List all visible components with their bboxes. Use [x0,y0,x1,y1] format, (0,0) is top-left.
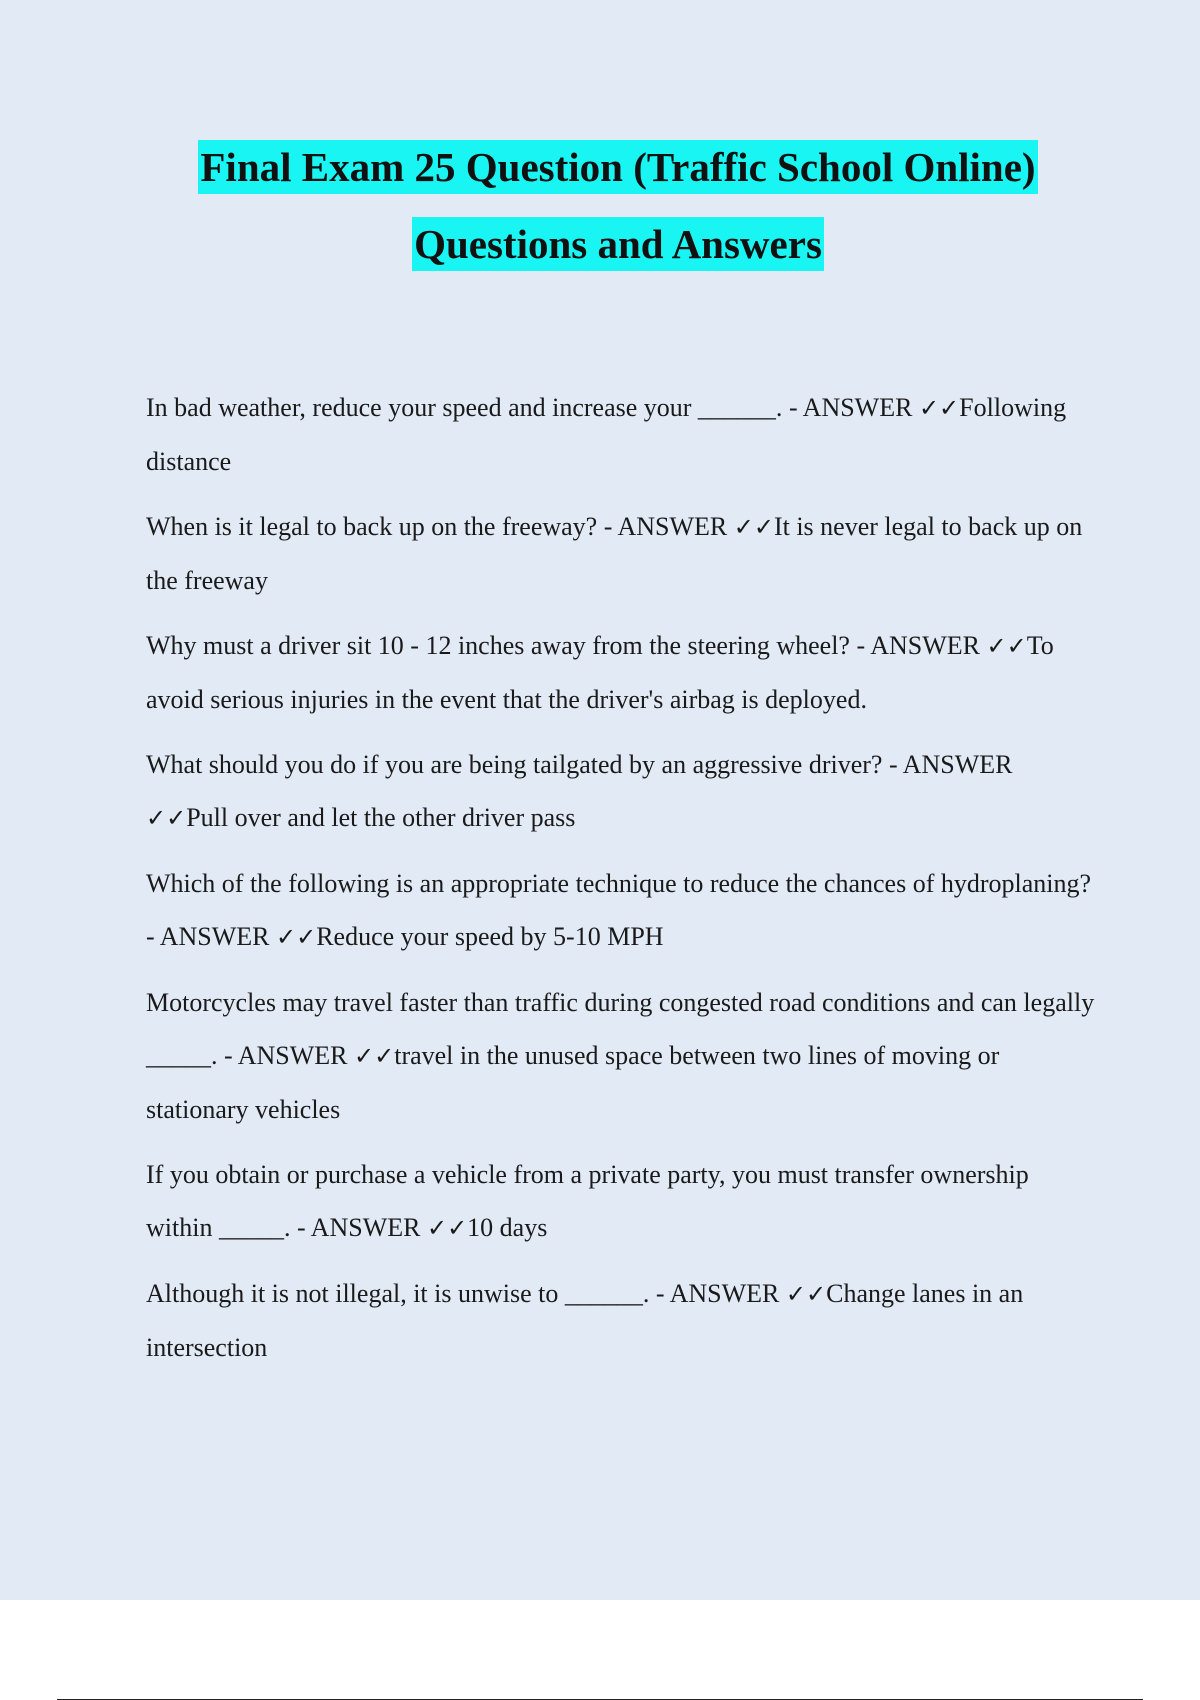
qa-item [146,500,1096,607]
answer-separator: - ANSWER [849,631,987,660]
answer-text: Pull over and let the other driver pass [186,803,576,832]
answer-separator: - ANSWER [649,1279,786,1308]
question-text: When is it legal to back up on the freeway? [146,512,598,541]
answer-text: It is never legal to back up on the freeway [146,512,1083,595]
question-text: What should you do if you are being tailgated by an aggressive driver? [146,750,883,779]
title-line-2: Questions and Answers [412,217,824,271]
answer-separator: - ANSWER [882,750,1013,779]
double-check-icon: ✓✓ [146,804,187,832]
answer-text: Change lanes in an intersection [146,1279,1024,1362]
document-title [0,140,1200,271]
double-check-icon: ✓✓ [986,632,1027,660]
qa-item [146,1148,1096,1255]
double-check-icon: ✓✓ [276,923,317,951]
answer-separator: - ANSWER [217,1041,354,1070]
qa-item [146,857,1096,964]
question-text: Which of the following is an appropriate technique to reduce the chances of hydroplaning? [146,869,1092,898]
question-text: Why must a driver sit 10 - 12 inches away from the steering wheel? [146,631,850,660]
answer-separator: - ANSWER [597,512,734,541]
qa-item [146,976,1096,1136]
double-check-icon: ✓✓ [354,1042,395,1070]
question-text: Motorcycles may travel faster than traffic during congested road conditions and can legally _____. [146,988,1095,1070]
answer-text: travel in the unused space between two lines of moving or stationary vehicles [146,1041,1000,1124]
answer-text: Following distance [146,393,1067,476]
qa-item [146,619,1096,726]
question-text: If you obtain or purchase a vehicle from a private party, you must transfer ownership within _____. [146,1160,1029,1242]
double-check-icon: ✓✓ [426,1214,468,1242]
qa-item [146,738,1096,845]
answer-separator: - ANSWER [146,922,276,951]
answer-separator: - ANSWER [782,393,919,422]
answer-text: To avoid serious injuries in the event that the driver's airbag is deployed. [146,631,1054,714]
double-check-icon: ✓✓ [733,513,774,541]
double-check-icon: ✓✓ [785,1280,827,1308]
answer-text: 10 days [467,1213,548,1242]
answer-separator: - ANSWER [290,1213,427,1242]
qa-list [146,381,1096,1386]
question-text: In bad weather, reduce your speed and increase your ______. [146,393,783,422]
qa-item [146,381,1096,488]
answer-text: Reduce your speed by 5-10 MPH [316,922,664,951]
title-line-1: Final Exam 25 Question (Traffic School Online) [198,140,1037,194]
question-text: Although it is not illegal, it is unwise to ______. [146,1279,650,1308]
qa-item [146,1267,1096,1374]
double-check-icon: ✓✓ [918,394,960,422]
